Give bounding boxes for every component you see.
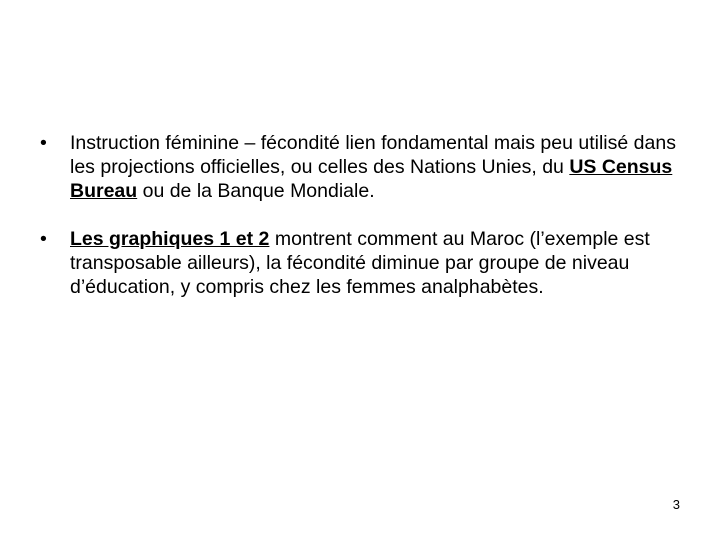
bullet-marker: • [40,228,47,250]
bullet-marker: • [40,132,47,154]
bullet-list [38,131,678,323]
graphiques-link[interactable]: Les graphiques 1 et 2 [70,228,270,250]
bullet-item-2 [38,227,678,299]
bullet-text-after: ou de la Banque Mondiale. [137,180,375,202]
page-number: 3 [672,497,680,512]
bullet-item-1 [38,131,678,203]
bullet-text-after: montrent comment au Maroc (l’exemple est transposable ailleurs), la fécondité diminue par groupe de niveau d’éducation, y compris chez les femmes analphabètes. [70,228,650,298]
bullet-text: Instruction féminine – fécondité lien fondamental mais peu utilisé dans les projections officielles, ou celles des Nations Unies, du [70,132,676,178]
us-census-bureau-link[interactable]: US Census Bureau [70,156,673,202]
